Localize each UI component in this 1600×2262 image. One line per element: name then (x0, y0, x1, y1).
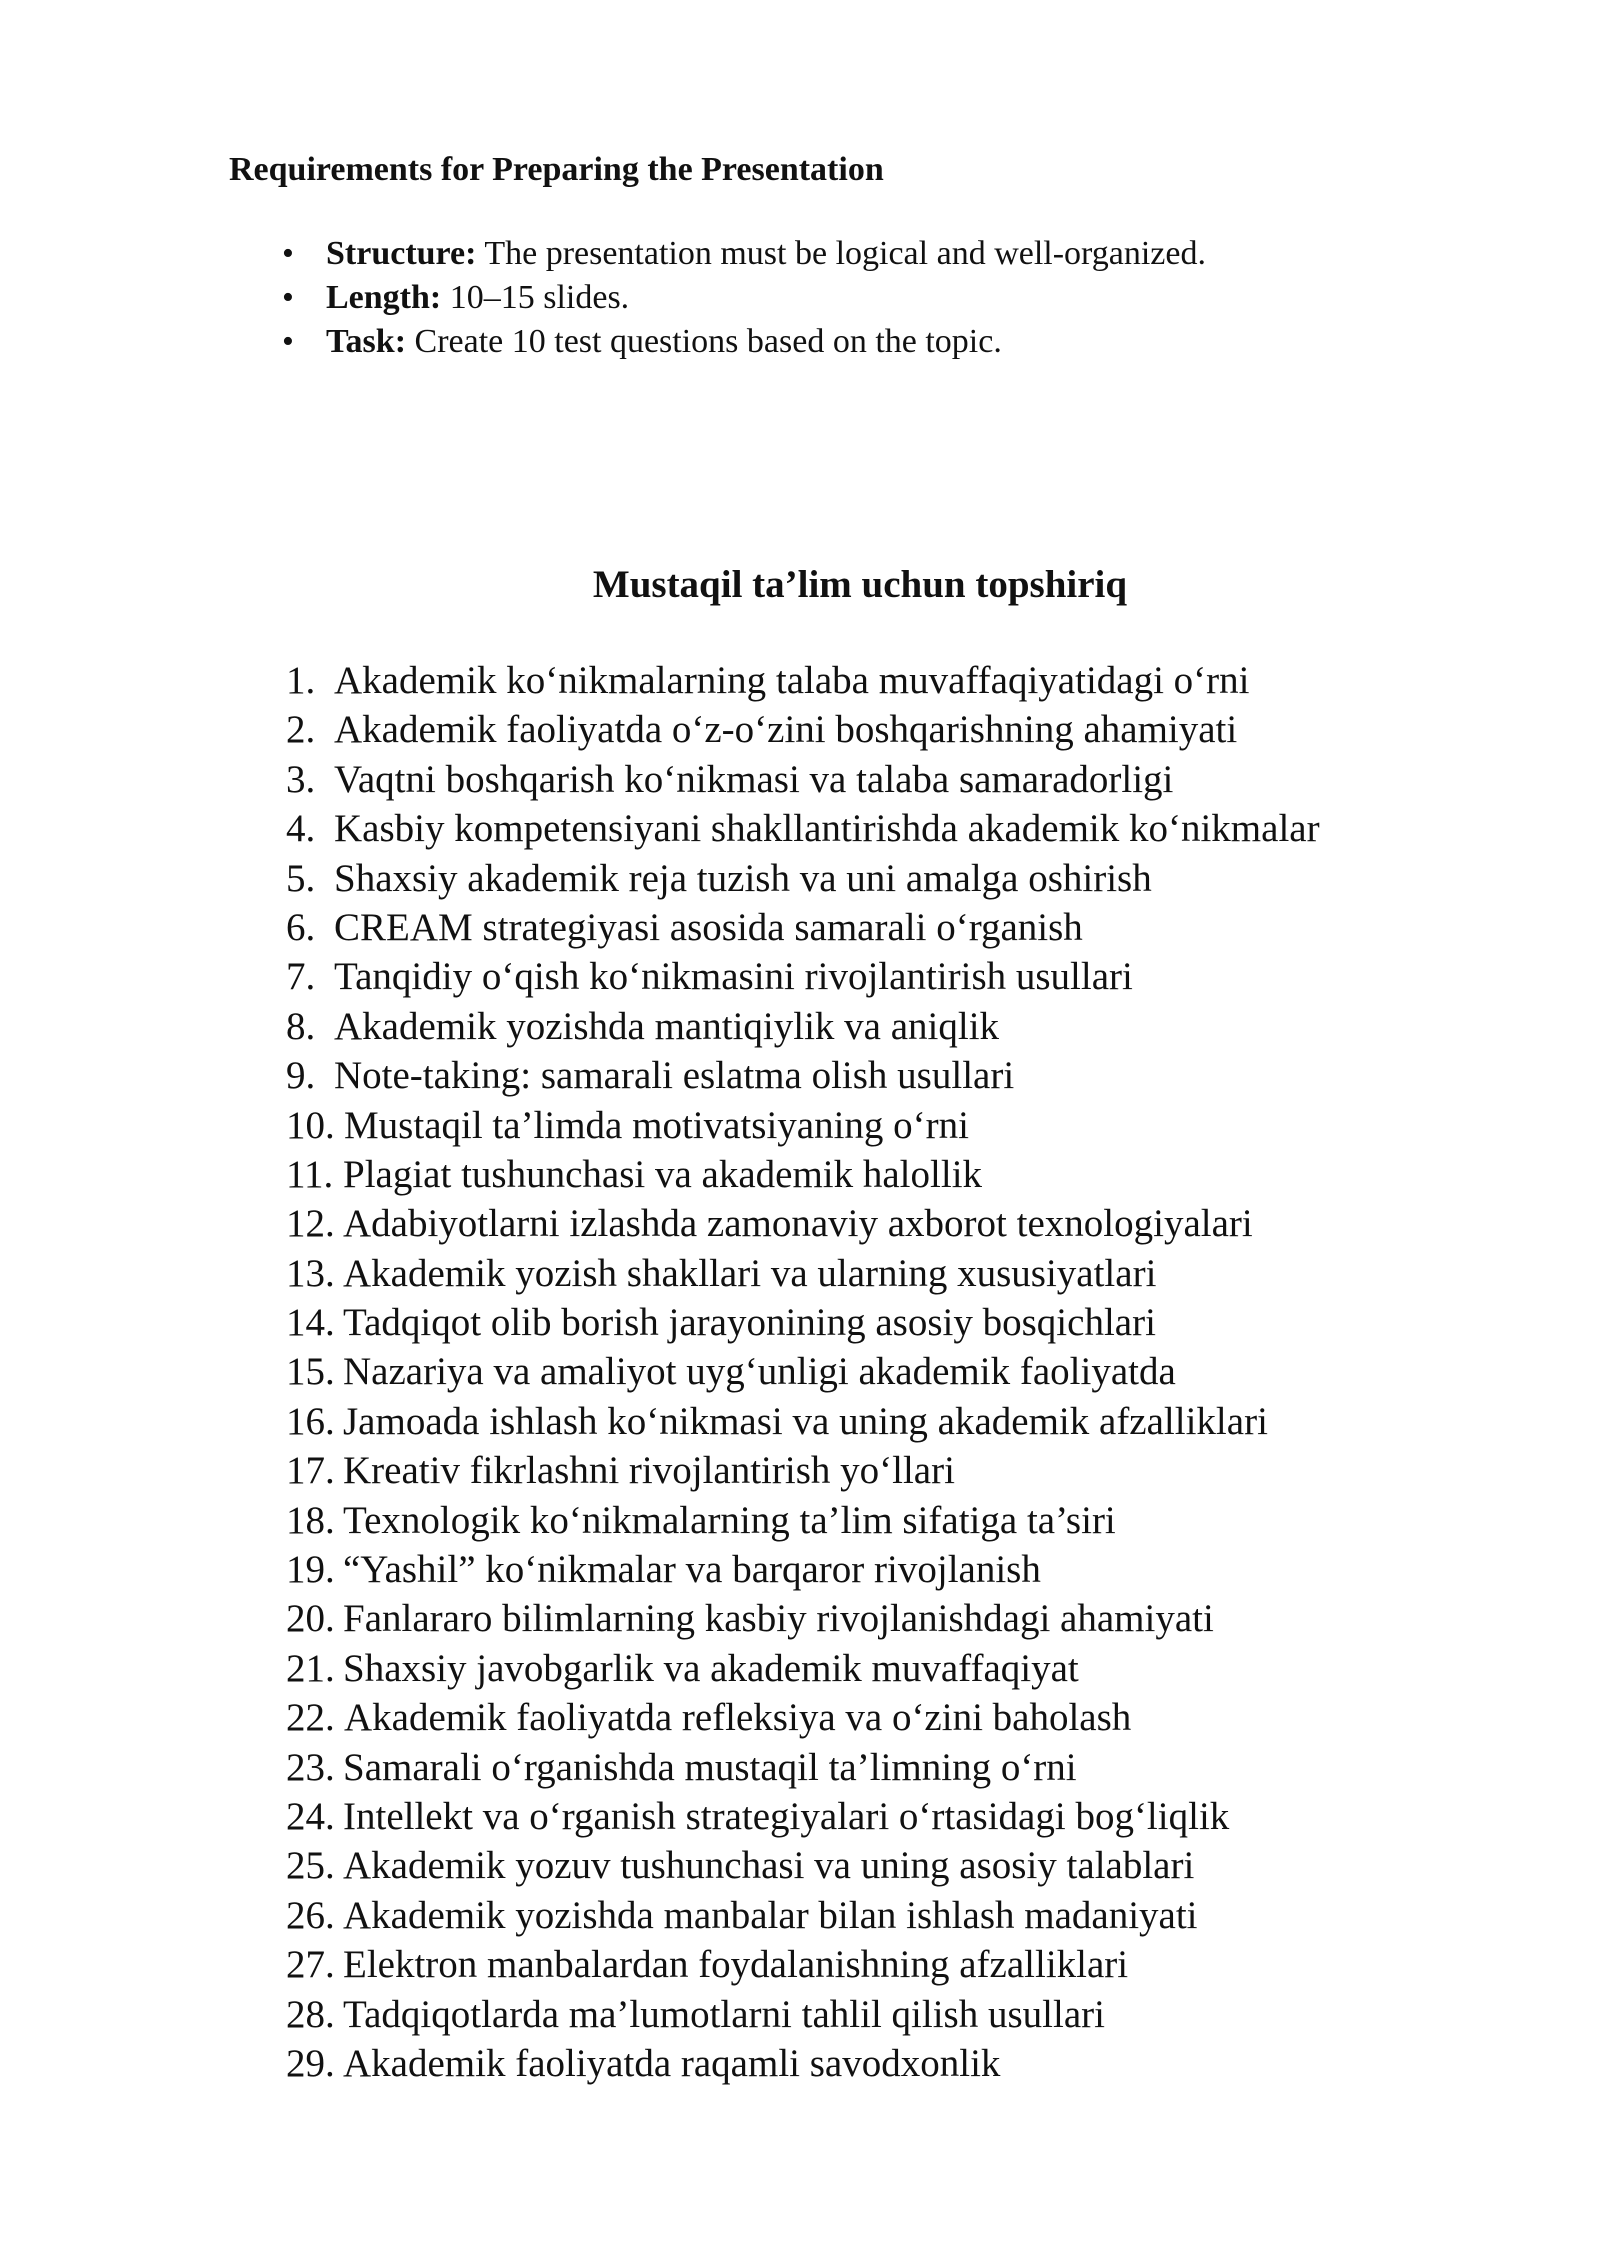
topic-number: 16. (286, 1399, 335, 1443)
topic-text: Shaxsiy akademik reja tuzish va uni amalga oshirish (334, 856, 1152, 900)
topic-number: 1. (286, 659, 316, 702)
topic-number: 28. (286, 1992, 335, 2036)
topic-text: Tadqiqotlarda ma’lumotlarni tahlil qilish usullari (343, 1992, 1105, 2036)
topic-text: CREAM strategiyasi asosida samarali o‘rganish (334, 905, 1083, 949)
topic-text: Shaxsiy javobgarlik va akademik muvaffaqiyat (343, 1646, 1079, 1690)
topic-text: Tadqiqot olib borish jarayonining asosiy bosqichlari (343, 1301, 1156, 1345)
topic-number: 25. (286, 1844, 335, 1888)
requirement-body: 10–15 slides. (441, 279, 630, 316)
topic-text: Texnologik ko‘nikmalarning ta’lim sifatiga ta’siri (343, 1498, 1116, 1542)
assignment-title: Mustaqil ta’lim uchun topshiriq (592, 563, 1128, 606)
topic-text: “Yashil” ko‘nikmalar va barqaror rivojlanish (343, 1548, 1041, 1592)
topic-text: Elektron manbalardan foydalanishning afzalliklari (343, 1943, 1129, 1987)
requirement-text (326, 320, 1002, 364)
requirement-label: Structure: (326, 235, 477, 272)
topic-number: 8. (286, 1004, 316, 1048)
topic-number: 17. (286, 1449, 335, 1493)
topic-number: 9. (286, 1054, 316, 1098)
topic-text: Akademik yozishda manbalar bilan ishlash madaniyati (343, 1893, 1198, 1937)
topic-text: Mustaqil ta’limda motivatsiyaning o‘rni (344, 1103, 969, 1147)
topic-text: Jamoada ishlash ko‘nikmasi va uning akademik afzalliklari (343, 1399, 1268, 1443)
topic-number: 7. (286, 955, 316, 999)
topic-number: 23. (286, 1745, 335, 1789)
topic-number: 26. (286, 1893, 335, 1937)
requirement-label: Length: (326, 279, 442, 316)
topic-text: Tanqidiy o‘qish ko‘nikmasini rivojlantirish usullari (334, 955, 1133, 999)
topic-text: Note-taking: samarali eslatma olish usullari (334, 1054, 1015, 1098)
topic-number: 29. (286, 2041, 335, 2085)
topic-number: 12. (286, 1202, 335, 1246)
topic-number: 19. (286, 1548, 335, 1592)
topic-number: 10. (286, 1103, 335, 1147)
requirement-body: Create 10 test questions based on the topic. (406, 323, 1002, 360)
topic-text: Akademik faoliyatda raqamli savodxonlik (343, 2041, 1001, 2085)
requirement-text (326, 232, 1206, 276)
bullet-icon: • (282, 279, 294, 316)
topic-number: 4. (286, 807, 316, 851)
topic-number: 6. (286, 905, 316, 949)
requirements-heading: Requirements for Preparing the Presentation (229, 151, 884, 188)
topic-text: Intellekt va o‘rganish strategiyalari o‘rtasidagi bog‘liqlik (343, 1794, 1230, 1838)
topic-text: Vaqtni boshqarish ko‘nikmasi va talaba samaradorligi (334, 757, 1174, 801)
topic-text: Samarali o‘rganishda mustaqil ta’limning o‘rni (343, 1745, 1077, 1789)
topic-number: 5. (286, 856, 316, 900)
topic-text: Kasbiy kompetensiyani shakllantirishda akademik ko‘nikmalar (334, 807, 1320, 851)
topic-text: Akademik ko‘nikmalarning talaba muvaffaqiyatidagi o‘rni (334, 659, 1250, 702)
requirement-body: The presentation must be logical and well-organized. (476, 235, 1206, 272)
topic-text: Kreativ fikrlashni rivojlantirish yo‘llari (343, 1449, 955, 1493)
topic-number: 14. (286, 1301, 335, 1345)
topic-number: 24. (286, 1794, 335, 1838)
topic-number: 2. (286, 708, 316, 752)
requirement-text (326, 276, 629, 320)
topic-text: Nazariya va amaliyot uyg‘unligi akademik faoliyatda (343, 1350, 1176, 1394)
topic-number: 22. (286, 1696, 335, 1740)
topic-text: Akademik yozishda mantiqiylik va aniqlik (334, 1004, 1000, 1048)
topic-text: Plagiat tushunchasi va akademik halollik (343, 1152, 983, 1196)
topic-number: 20. (286, 1597, 335, 1641)
topic-text: Adabiyotlarni izlashda zamonaviy axborot texnologiyalari (343, 1202, 1253, 1246)
bullet-icon: • (282, 235, 294, 272)
topic-number: 13. (286, 1251, 335, 1295)
topic-text: Akademik faoliyatda o‘z-o‘zini boshqarishning ahamiyati (334, 708, 1238, 752)
topic-number: 27. (286, 1943, 335, 1987)
topic-number: 21. (286, 1646, 335, 1690)
topic-number: 11. (286, 1152, 334, 1196)
requirement-label: Task: (326, 323, 407, 360)
topic-text: Akademik yozish shakllari va ularning xususiyatlari (343, 1251, 1157, 1295)
topic-number: 15. (286, 1350, 335, 1394)
topic-text: Akademik faoliyatda refleksiya va o‘zini baholash (344, 1696, 1132, 1740)
topic-number: 18. (286, 1498, 335, 1542)
topic-number: 3. (286, 757, 316, 801)
bullet-icon: • (282, 323, 294, 360)
topic-text: Akademik yozuv tushunchasi va uning asosiy talablari (343, 1844, 1195, 1888)
topic-text: Fanlararo bilimlarning kasbiy rivojlanishdagi ahamiyati (343, 1597, 1214, 1641)
